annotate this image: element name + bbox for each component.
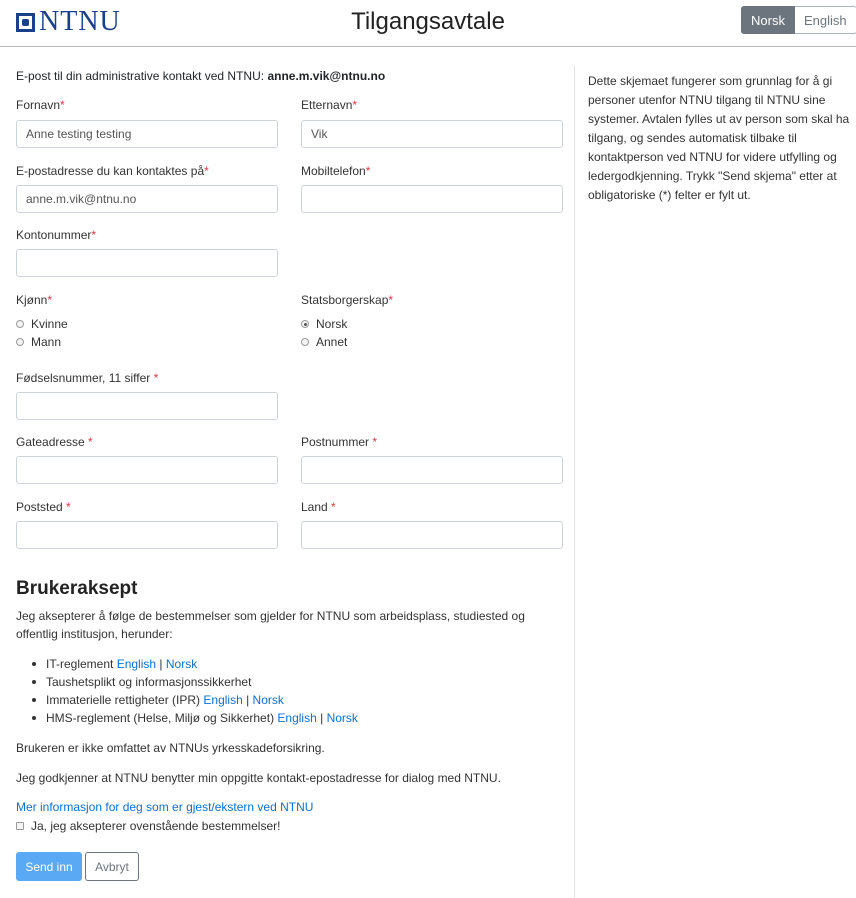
hms-norsk-link[interactable]: Norsk: [326, 711, 358, 725]
rules-list: [30, 655, 358, 727]
statsborgerskap-label: Statsborgerskap*: [301, 293, 394, 307]
mobil-label: Mobiltelefon*: [301, 164, 371, 178]
brukeraksept-heading: Brukeraksept: [16, 578, 138, 599]
konto-input[interactable]: [16, 249, 278, 277]
contact-email: anne.m.vik@ntnu.no: [267, 69, 386, 83]
sidebar-info-text: Dette skjemaet fungerer som grunnlag for å gi personer utenfor NTNU tilgang til NTNU sine systemer. Avtalen fylles ut av person som skal ha tilgang, og sendes automatisk tilbake til kontaktperson ved NTNU for videre utfylling og ledergodkjenning. Trykk "Send skjema" etter at obligatoriske (*) felter er fylt ut.: [588, 74, 850, 202]
radio-norsk[interactable]: [301, 320, 309, 328]
epost-label: E-postadresse du kan kontaktes på*: [16, 164, 209, 178]
ipr-english-link[interactable]: English: [203, 693, 243, 707]
list-item: IT-reglement English | Norsk: [30, 655, 358, 673]
cancel-button[interactable]: Avbryt: [85, 852, 139, 881]
gateadresse-input[interactable]: [16, 456, 278, 484]
kjonn-option-kvinne[interactable]: Kvinne: [16, 317, 68, 331]
brukeraksept-intro: Jeg aksepterer å følge de bestemmelser som gjelder for NTNU som arbeidsplass, studiested og offentlig institusjon, herunder:: [16, 609, 525, 641]
statsborgerskap-option-norsk[interactable]: Norsk: [301, 317, 347, 331]
logo-text: NTNU: [39, 6, 121, 37]
fodselsnummer-input[interactable]: [16, 392, 278, 420]
insurance-text: Brukeren er ikke omfattet av NTNUs yrkesskadeforsikring.: [16, 741, 325, 755]
poststed-input[interactable]: [16, 521, 278, 549]
konto-label: Kontonummer*: [16, 228, 97, 242]
postnummer-input[interactable]: [301, 456, 563, 484]
radio-kvinne[interactable]: [16, 320, 24, 328]
approve-text: Jeg godkjenner at NTNU benytter min oppgitte kontakt-epostadresse for dialog med NTNU.: [16, 771, 501, 785]
language-switch: [741, 6, 856, 34]
hms-english-link[interactable]: English: [277, 711, 317, 725]
lang-english-button[interactable]: English: [795, 6, 856, 34]
etternavn-label: Etternavn*: [301, 98, 358, 112]
fornavn-input[interactable]: Anne testing testing: [16, 120, 278, 148]
land-label: Land *: [301, 500, 336, 514]
sidebar-divider: [574, 66, 575, 898]
etternavn-input[interactable]: Vik: [301, 120, 563, 148]
list-item: Taushetsplikt og informasjonssikkerhet: [30, 673, 358, 691]
lang-norsk-button[interactable]: Norsk: [741, 6, 795, 34]
kjonn-label: Kjønn*: [16, 293, 53, 307]
radio-annet[interactable]: [301, 338, 309, 346]
page-header: [0, 0, 856, 47]
fornavn-label: Fornavn*: [16, 98, 65, 112]
it-reglement-english-link[interactable]: English: [116, 657, 157, 671]
accept-checkbox-row[interactable]: Ja, jeg aksepterer ovenstående bestemmelser!: [16, 819, 280, 833]
kjonn-option-mann[interactable]: Mann: [16, 335, 61, 349]
ipr-norsk-link[interactable]: Norsk: [252, 693, 284, 707]
more-info-link[interactable]: Mer informasjon for deg som er gjest/ekstern ved NTNU: [16, 800, 314, 814]
mobil-input[interactable]: [301, 185, 563, 213]
statsborgerskap-option-annet[interactable]: Annet: [301, 335, 347, 349]
it-reglement-norsk-link[interactable]: Norsk: [165, 657, 198, 671]
postnummer-label: Postnummer *: [301, 435, 378, 449]
radio-mann[interactable]: [16, 338, 24, 346]
poststed-label: Poststed *: [16, 500, 71, 514]
submit-button[interactable]: Send inn: [16, 852, 82, 881]
land-input[interactable]: [301, 521, 563, 549]
accept-checkbox[interactable]: [16, 822, 24, 830]
page-title: Tilgangsavtale: [351, 8, 505, 35]
gateadresse-label: Gateadresse *: [16, 435, 93, 449]
list-item: HMS-reglement (Helse, Miljø og Sikkerhet) English | Norsk: [30, 709, 358, 727]
fodselsnummer-label: Fødselsnummer, 11 siffer *: [16, 371, 159, 385]
admin-contact-line: [16, 69, 385, 83]
list-item: Immaterielle rettigheter (IPR) English | Norsk: [30, 691, 358, 709]
epost-input[interactable]: anne.m.vik@ntnu.no: [16, 185, 278, 213]
contact-prefix: E-post til din administrative kontakt ved NTNU:: [16, 69, 265, 83]
